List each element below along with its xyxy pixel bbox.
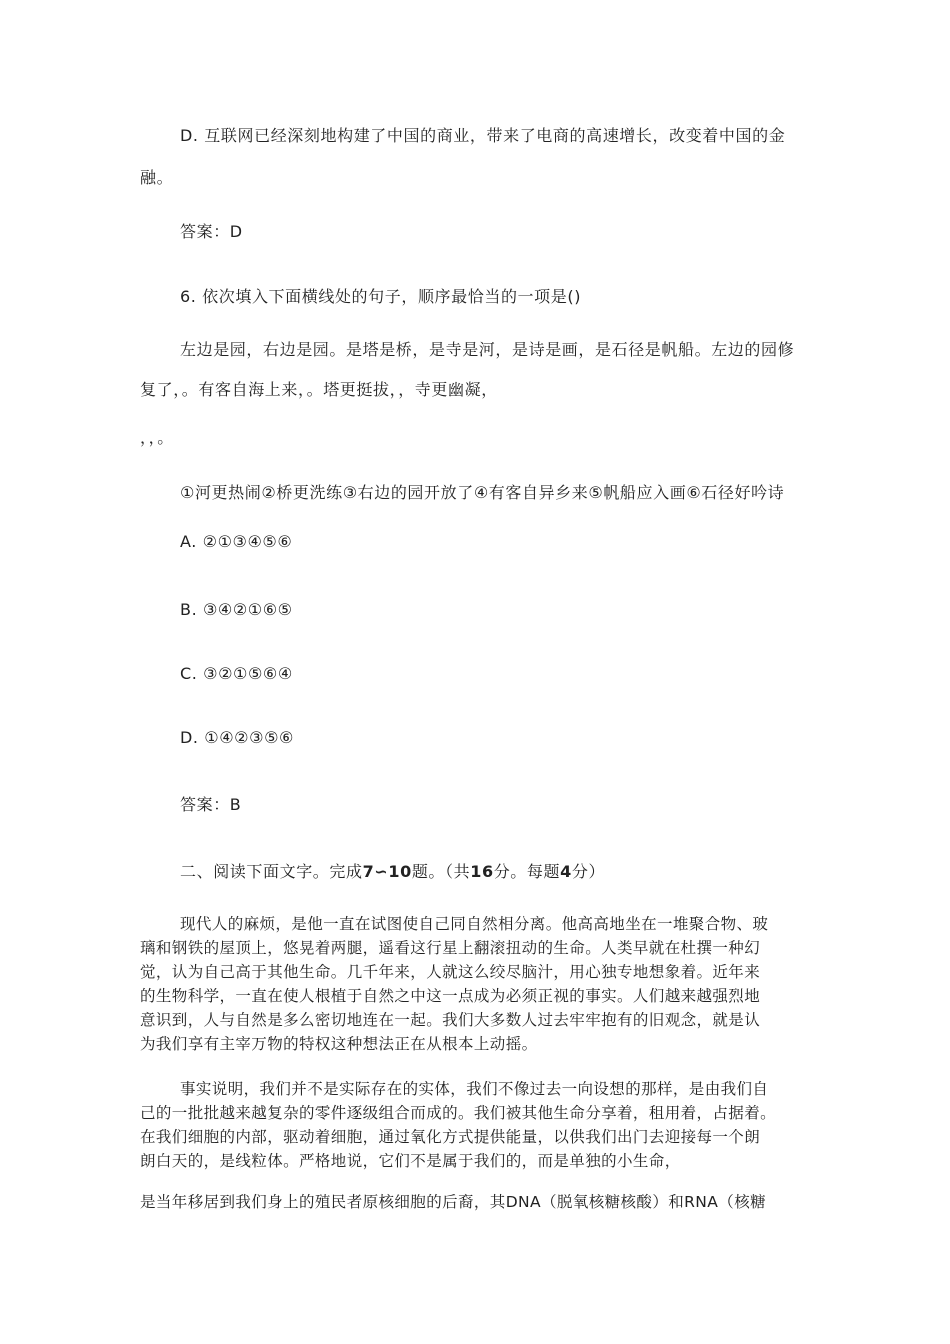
section2-heading-suffix: 分） [571, 862, 606, 881]
p1-line-3: 觉，认为自己高于其他生命。几千年来，人就这么绞尽脑汁，用心独专地想象着。近年来 [140, 963, 761, 981]
section2-heading-each: 4 [560, 862, 572, 881]
p1-line-2: 璃和钢铁的屋顶上，悠晃着两腿，遥看这行星上翻滚扭动的生命。人类早就在杜撰一种幻 [140, 939, 761, 957]
q5-option-d-line2: 融。 [140, 168, 174, 187]
q6-passage-line2: 复了，。有客自海上来，。塔更挺拔，，寺更幽凝， [140, 380, 498, 399]
q6-passage-line3: ，，。 [140, 428, 174, 447]
p1-line-1: 现代人的麻烦，是他一直在试图使自己同自然相分离。他高高地坐在一堆聚合物、玻 [180, 915, 769, 933]
p2-line-2: 己的一批批越来越复杂的零件逐级组合而成的。我们被其他生命分享着，租用着，占据着。 [140, 1104, 777, 1122]
section2-heading-prefix: 二、阅读下面文字。完成 [180, 862, 363, 881]
p2-line-1: 事实说明，我们并不是实际存在的实体，我们不像过去一向设想的那样，是由我们自 [180, 1080, 769, 1098]
q5-answer: 答案：D [180, 222, 243, 241]
q6-option-a: A. ②①③④⑤⑥ [180, 532, 293, 551]
q5-option-d-line1: D. 互联网已经深刻地构建了中国的商业，带来了电商的高速增长，改变着中国的金 [180, 126, 786, 145]
q6-answer: 答案：B [180, 795, 242, 814]
section2-heading-mid1: 题。（共 [411, 862, 471, 881]
p2-line-3: 在我们细胞的内部，驱动着细胞，通过氧化方式提供能量，以供我们出门去迎接每一个朗 [140, 1128, 761, 1146]
p1-line-4: 的生物科学，一直在使人根植于自然之中这一点成为必须正视的事实。人们越来越强烈地 [140, 987, 761, 1005]
section2-heading-range: 7∽10 [362, 862, 412, 881]
p1-line-6: 为我们享有主宰万物的特权这种想法正在从根本上动摇。 [140, 1035, 538, 1053]
q6-passage-line1: 左边是园，右边是园。是塔是桥，是寺是河，是诗是画，是石径是帆船。左边的园修 [180, 340, 795, 359]
section2-heading-total: 16 [470, 862, 494, 881]
section2-heading [180, 862, 820, 882]
section2-heading-mid2: 分。每题 [493, 862, 561, 881]
q6-option-c: C. ③②①⑤⑥④ [180, 664, 293, 683]
q6-choices-list: ①河更热闹②桥更洗练③右边的园开放了④有客自异乡来⑤帆船应入画⑥石径好吟诗 [180, 483, 785, 502]
q6-option-b: B. ③④②①⑥⑤ [180, 600, 293, 619]
p1-line-5: 意识到，人与自然是多么密切地连在一起。我们大多数人过去牢牢抱有的旧观念，就是认 [140, 1011, 761, 1029]
q6-stem: 6. 依次填入下面横线处的句子，顺序最恰当的一项是() [180, 287, 582, 306]
q6-option-d: D. ①④②③⑤⑥ [180, 728, 294, 747]
p2-line-4: 朗白天的，是线粒体。严格地说，它们不是属于我们的，而是单独的小生命， [140, 1152, 681, 1170]
p3-line-1: 是当年移居到我们身上的殖民者原核细胞的后裔，其DNA（脱氧核糖核酸）和RNA（核糖 [140, 1193, 767, 1211]
